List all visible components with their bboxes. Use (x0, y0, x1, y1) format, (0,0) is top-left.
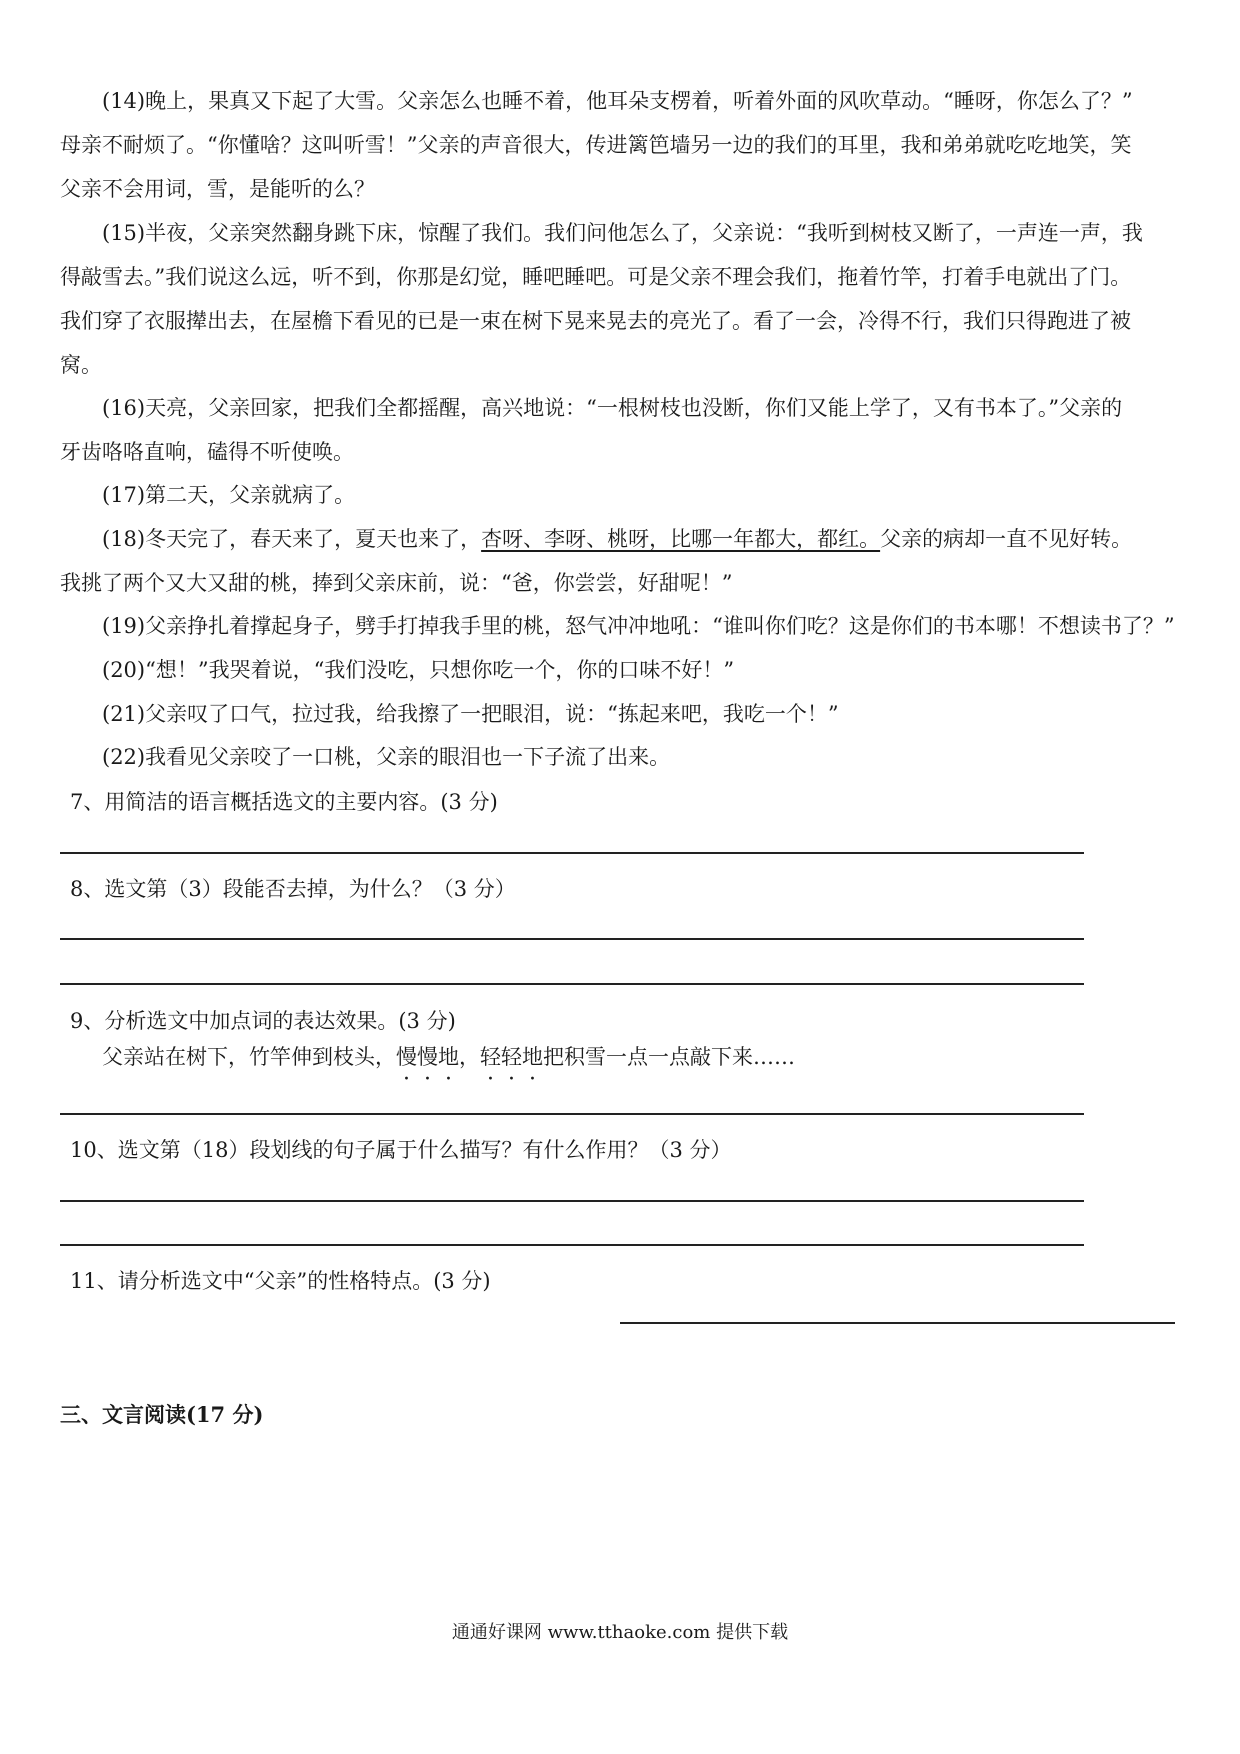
answer-line-11 (620, 1322, 1175, 1324)
paragraph-14-line-3: 父亲不会用词，雪，是能听的么？ (60, 177, 375, 201)
answer-line-8b (60, 983, 1084, 985)
question-9-quote-post: 把积雪一点一点敲下来…… (543, 1045, 795, 1069)
paragraph-15-line-4: 窝。 (60, 353, 102, 377)
emphasis-dot-char: 轻 (501, 1045, 522, 1069)
paragraph-18-line-1 (102, 524, 1132, 554)
punctuation-char: ， (459, 1045, 480, 1069)
emphasis-dot-char: 慢 (396, 1045, 417, 1069)
paragraph-15-line-1: (15)半夜，父亲突然翻身跳下床，惊醒了我们。我们问他怎么了，父亲说：“我听到树枝又断了，一声连一声，我 (102, 221, 1143, 245)
paragraph-16-line-1: (16)天亮，父亲回家，把我们全都摇醒，高兴地说：“一根树枝也没断，你们又能上学了，又有书本了。”父亲的 (102, 396, 1123, 420)
paragraph-17: (17)第二天，父亲就病了。 (102, 483, 356, 507)
question-9-dotted-words (396, 1045, 543, 1069)
answer-line-9 (60, 1113, 1084, 1115)
footer-source: 通通好课网 www.tthaoke.com 提供下载 (451, 1622, 789, 1643)
paragraph-16-line-2: 牙齿咯咯直响，磕得不听使唤。 (60, 440, 354, 464)
paragraph-14-line-2: 母亲不耐烦了。“你懂啥？这叫听雪！”父亲的声音很大，传进篱笆墙另一边的我们的耳里，我和弟弟就吃吃地笑，笑 (60, 133, 1132, 157)
paragraph-18-underlined-sentence: 杏呀、李呀、桃呀，比哪一年都大，都红。 (481, 527, 881, 551)
paragraph-18-text-post: 父亲的病却一直不见好转。 (880, 527, 1133, 551)
emphasis-dot-char: 地 (522, 1045, 543, 1069)
paragraph-19: (19)父亲挣扎着撑起身子，劈手打掉我手里的桃，怒气冲冲地吼：“谁叫你们吃？这是你们的书本哪！不想读书了？” (102, 614, 1175, 638)
question-9-quote-pre: 父亲站在树下，竹竿伸到枝头， (102, 1045, 396, 1069)
paragraph-18-line-2: 我挑了两个又大又甜的桃，捧到父亲床前，说：“爸，你尝尝，好甜呢！” (60, 571, 733, 595)
section-heading-classical-reading: 三、文言阅读(17 分) (60, 1402, 264, 1427)
emphasis-dot-char: 轻 (480, 1045, 501, 1069)
paragraph-15-line-3: 我们穿了衣服撵出去，在屋檐下看见的已是一束在树下晃来晃去的亮光了。看了一会，冷得不行，我们只得跑进了被 (60, 309, 1131, 333)
emphasis-dot-char: 慢 (417, 1045, 438, 1069)
paragraph-21: (21)父亲叹了口气，拉过我，给我擦了一把眼泪，说：“拣起来吧，我吃一个！” (102, 702, 839, 726)
question-7: 7、用简洁的语言概括选文的主要内容。(3 分) (70, 790, 498, 814)
paragraph-18-text-pre: (18)冬天完了，春天来了，夏天也来了， (102, 527, 482, 551)
question-8: 8、选文第（3）段能否去掉，为什么？（3 分） (70, 877, 516, 901)
answer-line-7 (60, 852, 1084, 854)
question-10: 10、选文第（18）段划线的句子属于什么描写？有什么作用？（3 分） (70, 1138, 732, 1162)
paragraph-14-line-1: (14)晚上，果真又下起了大雪。父亲怎么也睡不着，他耳朵支楞着，听着外面的风吹草动。“睡呀，你怎么了？” (102, 89, 1133, 113)
question-11: 11、请分析选文中“父亲”的性格特点。(3 分) (70, 1269, 491, 1293)
emphasis-dot-char: 地 (438, 1045, 459, 1069)
paragraph-20: (20)“想！”我哭着说，“我们没吃，只想你吃一个，你的口味不好！” (102, 658, 735, 682)
paragraph-15-line-2: 得敲雪去。”我们说这么远，听不到，你那是幻觉，睡吧睡吧。可是父亲不理会我们，拖着竹竿，打着手电就出了门。 (60, 265, 1132, 289)
answer-line-10a (60, 1200, 1084, 1202)
question-9: 9、分析选文中加点词的表达效果。(3 分) (70, 1009, 456, 1033)
question-9-quote (102, 1042, 795, 1072)
paragraph-22: (22)我看见父亲咬了一口桃，父亲的眼泪也一下子流了出来。 (102, 745, 671, 769)
answer-line-8a (60, 938, 1084, 940)
answer-line-10b (60, 1244, 1084, 1246)
